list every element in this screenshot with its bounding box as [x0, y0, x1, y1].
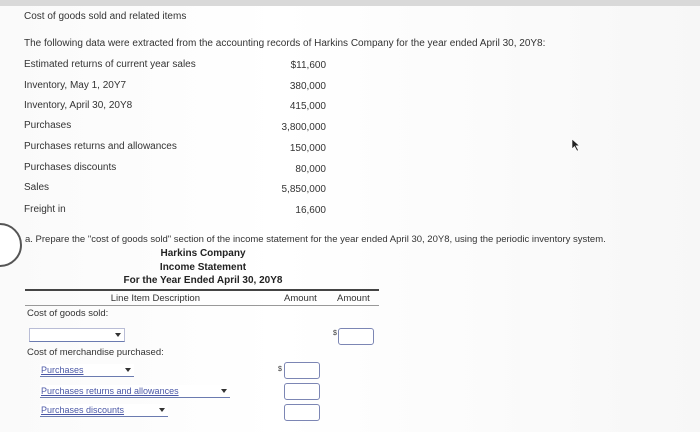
data-label: Inventory, May 1, 20Y7 — [24, 80, 127, 91]
column-header-description: Line Item Description — [110, 293, 200, 304]
data-value: 5,850,000 — [281, 184, 326, 195]
dropdown-selected-value: Purchases discounts — [41, 405, 125, 415]
purchases-discounts-dropdown[interactable] — [40, 404, 168, 417]
line-item-dropdown[interactable] — [29, 328, 125, 342]
chevron-down-icon — [159, 408, 165, 412]
data-label: Sales — [24, 182, 50, 193]
problem-intro: The following data were extracted from the accounting records of Harkins Company for the year ended April 30, 20Y8: — [24, 38, 546, 49]
data-label: Estimated returns of current year sales — [24, 59, 196, 70]
question-text: a. Prepare the "cost of goods sold" section of the income statement for the year ended April 30, 20Y8, using the periodic inventory system. — [25, 234, 606, 245]
section-label-merchandise: Cost of merchandise purchased: — [27, 347, 164, 358]
data-value: 80,000 — [295, 164, 326, 175]
statement-company: Harkins Company — [160, 248, 246, 259]
top-bar — [0, 0, 700, 6]
dropdown-selected-value: Purchases — [41, 365, 84, 375]
chevron-down-icon — [125, 368, 131, 372]
data-value: 3,800,000 — [281, 122, 326, 133]
amount-input[interactable] — [284, 362, 320, 379]
statement-name: Income Statement — [159, 262, 247, 273]
mouse-cursor-icon — [570, 138, 582, 152]
data-label: Purchases discounts — [24, 162, 117, 173]
data-label: Purchases — [24, 120, 72, 131]
purchases-returns-dropdown[interactable] — [40, 385, 230, 398]
problem-title: Cost of goods sold and related items — [24, 11, 187, 22]
amount-input[interactable] — [338, 328, 374, 345]
data-label: Freight in — [24, 204, 66, 215]
data-value: 380,000 — [289, 81, 326, 92]
data-label: Inventory, April 30, 20Y8 — [24, 100, 133, 111]
column-rule — [25, 305, 379, 306]
purchases-dropdown[interactable] — [40, 364, 134, 377]
data-value: 16,600 — [295, 205, 326, 216]
amount-input[interactable] — [284, 404, 320, 421]
data-value: $11,600 — [290, 60, 326, 71]
data-value: 150,000 — [289, 143, 326, 154]
dollar-sign: $ — [333, 330, 337, 337]
section-label-cogs: Cost of goods sold: — [27, 308, 109, 319]
chevron-down-icon — [115, 333, 121, 337]
column-header-amount: Amount — [337, 293, 370, 304]
chevron-down-icon — [221, 389, 227, 393]
data-value: 415,000 — [289, 101, 326, 112]
dollar-sign: $ — [278, 366, 282, 373]
column-header-amount: Amount — [284, 293, 317, 304]
amount-input[interactable] — [284, 383, 320, 400]
statement-period: For the Year Ended April 30, 20Y8 — [123, 275, 283, 286]
dropdown-selected-value: Purchases returns and allowances — [41, 386, 179, 396]
data-label: Purchases returns and allowances — [24, 141, 177, 152]
header-rule — [25, 289, 379, 291]
